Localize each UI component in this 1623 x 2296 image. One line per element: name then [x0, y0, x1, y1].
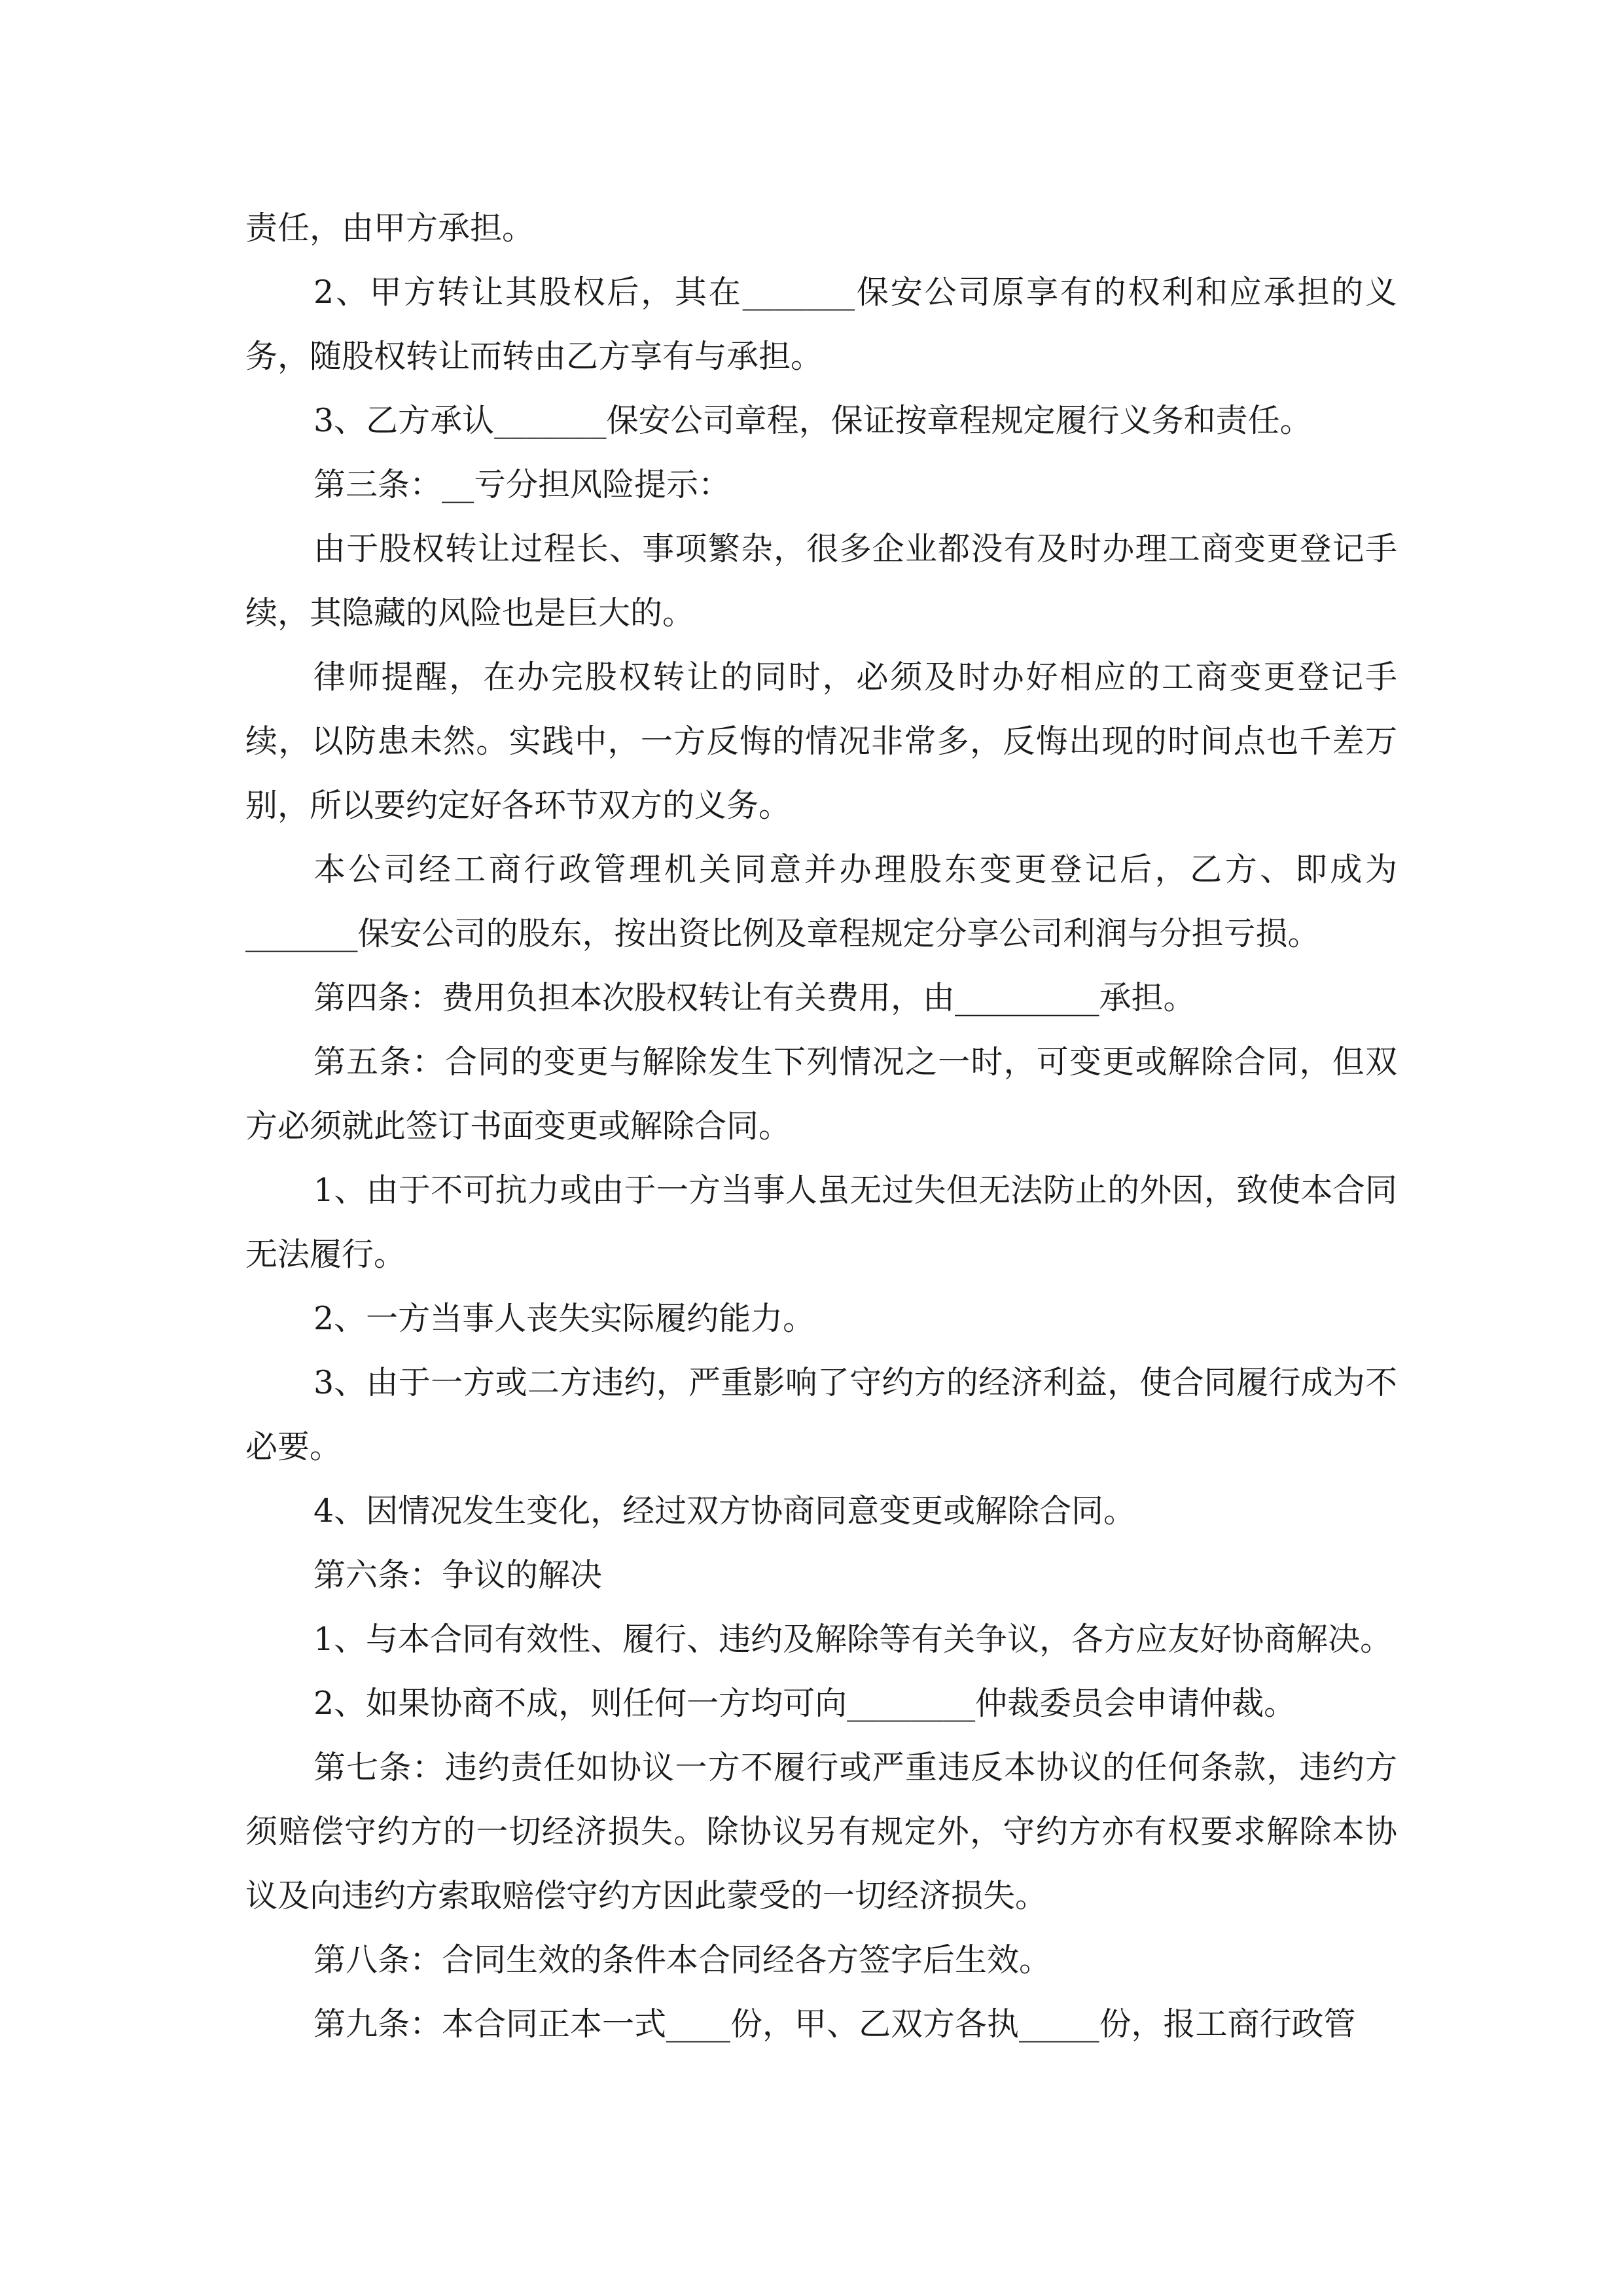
- paragraph-lawyer-reminder: 律师提醒，在办完股权转让的同时，必须及时办好相应的工商变更登记手续，以防患未然。实践中，一方反悔的情况非常多，反悔出现的时间点也千差万别，所以要约定好各环节双方的义务。: [245, 658, 1397, 824]
- paragraph-article-8: 第八条：合同生效的条件本合同经各方签字后生效。: [313, 1941, 1052, 1979]
- paragraph-clause-2-2: 2、甲方转让其股权后，其在_______保安公司原享有的权利和应承担的义务，随股权转让而转由乙方享有与承担。: [245, 274, 1397, 375]
- document-body: [245, 196, 1397, 2056]
- paragraph-clause-5-1: 1、由于不可抗力或由于一方当事人虽无过失但无法防止的外因，致使本合同无法履行。: [245, 1172, 1397, 1273]
- paragraph-clause-5-2: 2、一方当事人丧失实际履约能力。: [313, 1300, 815, 1337]
- paragraph-clause-6-2: 2、如果协商不成，则任何一方均可向________仲裁委员会申请仲裁。: [313, 1685, 1296, 1722]
- paragraph-article-4: 第四条：费用负担本次股权转让有关费用，由_________承担。: [313, 979, 1196, 1016]
- paragraph-article-5: 第五条：合同的变更与解除发生下列情况之一时，可变更或解除合同，但双方必须就此签订书面变更或解除合同。: [245, 1043, 1397, 1145]
- paragraph-responsibility-end: 责任，由甲方承担。: [245, 209, 535, 247]
- paragraph-clause-5-4: 4、因情况发生变化，经过双方协商同意变更或解除合同。: [313, 1492, 1136, 1530]
- paragraph-shareholder-registration: 本公司经工商行政管理机关同意并办理股东变更登记后，乙方、即成为_______保安公司的股东，按出资比例及章程规定分享公司利润与分担亏损。: [245, 851, 1397, 952]
- heading-article-6: 第六条：争议的解决: [313, 1556, 603, 1594]
- paragraph-clause-6-1: 1、与本合同有效性、履行、违约及解除等有关争议，各方应友好协商解决。: [313, 1621, 1393, 1658]
- heading-article-3: 第三条：__亏分担风险提示：: [313, 466, 731, 503]
- paragraph-clause-5-3: 3、由于一方或二方违约，严重影响了守约方的经济利益，使合同履行成为不必要。: [245, 1364, 1397, 1465]
- paragraph-risk-note: 由于股权转让过程长、事项繁杂，很多企业都没有及时办理工商变更登记手续，其隐藏的风险也是巨大的。: [245, 530, 1397, 632]
- paragraph-article-7: 第七条：违约责任如协议一方不履行或严重违反本协议的任何条款，违约方须赔偿守约方的一切经济损失。除协议另有规定外，守约方亦有权要求解除本协议及向违约方索取赔偿守约方因此蒙受的一切经济损失。: [245, 1749, 1397, 1914]
- paragraph-clause-2-3: 3、乙方承认_______保安公司章程，保证按章程规定履行义务和责任。: [313, 402, 1312, 439]
- paragraph-article-9: 第九条：本合同正本一式____份，甲、乙双方各执_____份，报工商行政管: [313, 2005, 1356, 2043]
